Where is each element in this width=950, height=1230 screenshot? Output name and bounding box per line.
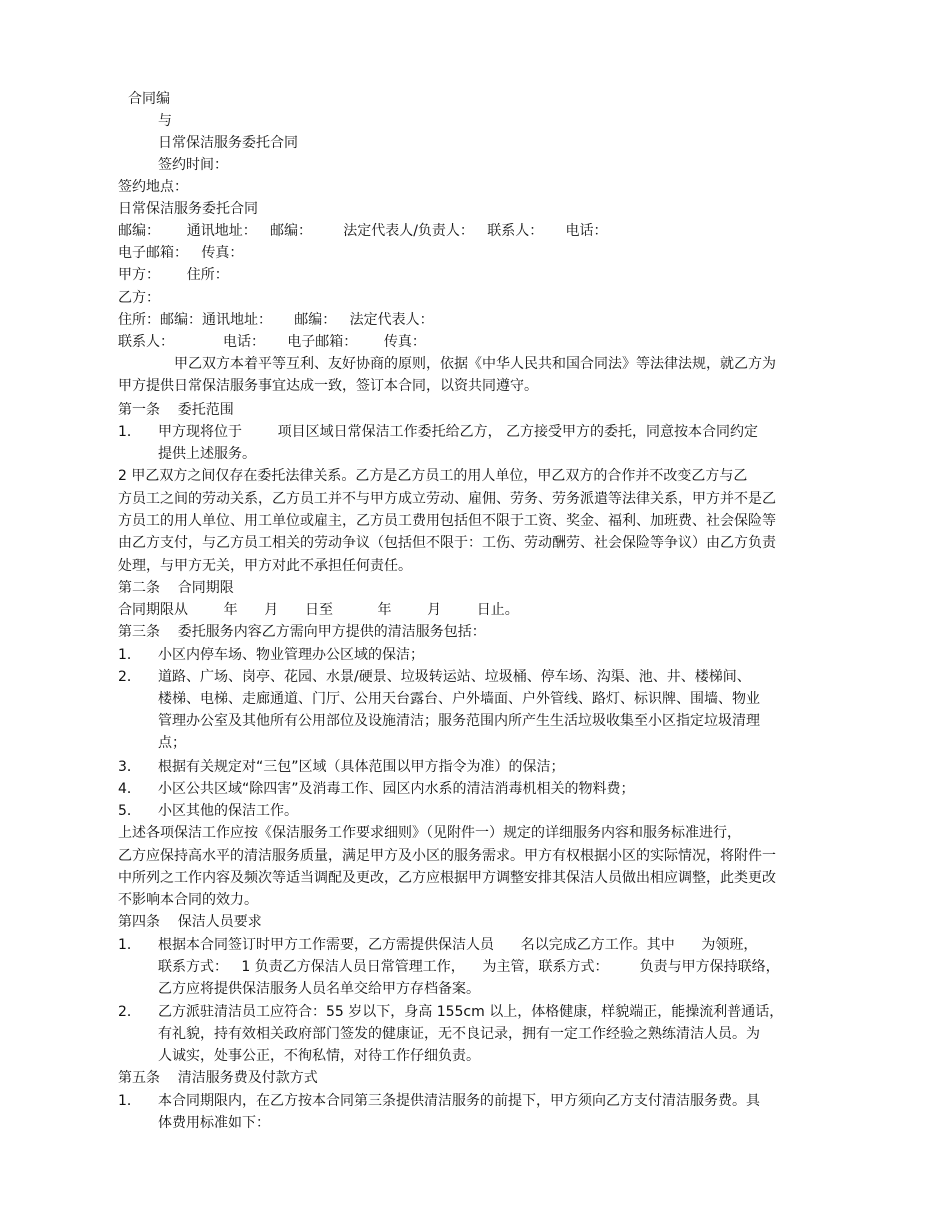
list-item-text: 提供上述服务。 xyxy=(158,446,256,462)
list-number: 4． xyxy=(118,781,141,797)
party-a-name-line: 甲方： 住所： xyxy=(118,267,229,283)
article-5-heading: 第五条 清洁服务费及付款方式 xyxy=(118,1070,318,1086)
list-item-text: 根据本合同签订时甲方工作需要，乙方需提供保洁人员 名以完成乙方工作。其中 为领班， xyxy=(158,937,758,953)
list-number: 2． xyxy=(118,669,141,685)
list-item-text: 本合同期限内，在乙方按本合同第三条提供清洁服务的前提下，甲方须向乙方支付清洁服务费。具 xyxy=(158,1093,760,1109)
list-item-text: 小区其他的保洁工作。 xyxy=(158,803,298,819)
list-item-text: 道路、广场、岗亭、花园、水景/硬景、垃圾转运站、垃圾桶、停车场、沟渠、池、井、楼梯间、 xyxy=(158,669,751,685)
paragraph-line: 不影响本合同的效力。 xyxy=(118,892,258,908)
paragraph-line: 由乙方支付，与乙方员工相关的劳动争议（包括但不限于：工伤、劳动酬劳、社会保险等争议）由乙方负责 xyxy=(118,535,776,551)
paragraph-line: 方员工的用人单位、用工单位或雇主，乙方员工费用包括但不限于工资、奖金、福利、加班费、社会保险等 xyxy=(118,513,776,529)
party-b-name-line: 乙方： xyxy=(118,290,160,306)
list-number: 2． xyxy=(118,1004,141,1020)
paragraph-line: 方员工之间的劳动关系，乙方员工并不与甲方成立劳动、雇佣、劳务、劳务派遣等法律关系，甲方并不是乙 xyxy=(118,491,776,507)
list-number: 1． xyxy=(118,424,141,440)
list-number: 1． xyxy=(118,647,141,663)
list-number: 3． xyxy=(118,759,141,775)
list-item-text: 小区内停车场、物业管理办公区域的保洁； xyxy=(158,647,424,663)
list-item-text: 体费用标准如下： xyxy=(158,1115,270,1131)
paragraph-line: 中所列之工作内容及频次等适当调配及更改，乙方应根据甲方调整安排其保洁人员做出相应调整，此类更改 xyxy=(118,870,776,886)
list-item-text: 根据有关规定对“三包”区域（具体范围以甲方指令为准）的保洁； xyxy=(158,759,565,775)
article-3-heading: 第三条 委托服务内容乙方需向甲方提供的清洁服务包括： xyxy=(118,624,486,640)
article-2-heading: 第二条 合同期限 xyxy=(118,580,234,596)
paragraph-line: 2 甲乙双方之间仅存在委托法律关系。乙方是乙方员工的用人单位，甲乙双方的合作并不改变乙方与乙 xyxy=(118,468,748,484)
contract-number-label: 合同编 xyxy=(128,91,170,107)
preamble-line: 甲方提供日常保洁服务事宜达成一致，签订本合同，以资共同遵守。 xyxy=(118,378,538,394)
list-item-text: 乙方应将提供保洁服务人员名单交给甲方存档备案。 xyxy=(158,981,480,997)
list-item-text: 联系方式： 1 负责乙方保洁人员日常管理工作， 为主管，联系方式： 负责与甲方保持联络， xyxy=(158,959,780,975)
list-item-text: 有礼貌，持有效相关政府部门签发的健康证，无不良记录，拥有一定工作经验之熟练清洁人员。为 xyxy=(158,1026,760,1042)
paragraph-line: 上述各项保洁工作应按《保洁服务工作要求细则》（见附件一）规定的详细服务内容和服务标准进行， xyxy=(118,825,741,841)
and-connector: 与 xyxy=(158,113,172,129)
list-item-text: 管理办公室及其他所有公用部位及设施清洁；服务范围内所产生生活垃圾收集至小区指定垃圾清理 xyxy=(158,713,760,729)
party-a-contact-line: 邮编： 通讯地址： 邮编： 法定代表人/负责人： 联系人： 电话： xyxy=(118,223,608,239)
list-item-text: 小区公共区域“除四害”及消毒工作、园区内水系的清洁消毒机相关的物料费； xyxy=(158,781,635,797)
list-number: 5． xyxy=(118,803,141,819)
list-item-text: 乙方派驻清洁员工应符合：55 岁以下，身高 155cm 以上，体格健康，样貌端正，能操流利普通话， xyxy=(158,1004,784,1020)
sign-time-label: 签约时间： xyxy=(158,157,228,173)
list-number: 1． xyxy=(118,1093,141,1109)
sign-place-label: 签约地点： xyxy=(118,179,188,195)
list-item-text: 楼梯、电梯、走廊通道、门厅、公用天台露台、户外墙面、户外管线、路灯、标识牌、围墙、物业 xyxy=(158,691,760,707)
contract-title: 日常保洁服务委托合同 xyxy=(158,135,298,151)
paragraph-line: 处理，与甲方无关，甲方对此不承担任何责任。 xyxy=(118,558,412,574)
list-item-text: 甲方现将位于 项目区域日常保洁工作委托给乙方， 乙方接受甲方的委托，同意按本合同约定 xyxy=(158,424,759,440)
contract-title-repeat: 日常保洁服务委托合同 xyxy=(118,201,258,217)
party-b-address-line: 住所：邮编：通讯地址： 邮编： 法定代表人： xyxy=(118,312,434,328)
list-item-text: 点； xyxy=(158,735,186,751)
party-a-email-fax-line: 电子邮箱： 传真： xyxy=(118,245,244,261)
list-number: 1． xyxy=(118,937,141,953)
article-1-heading: 第一条 委托范围 xyxy=(118,402,234,418)
list-item-text: 人诚实，处事公正，不徇私情，对待工作仔细负责。 xyxy=(158,1048,480,1064)
party-b-contact-line: 联系人： 电话： 电子邮箱： 传真： xyxy=(118,334,426,350)
paragraph-line: 乙方应保持高水平的清洁服务质量，满足甲方及小区的服务需求。甲方有权根据小区的实际情况，将附件一 xyxy=(118,848,776,864)
preamble-line: 甲乙双方本着平等互利、友好协商的原则，依据《中华人民共和国合同法》等法律法规，就乙方为 xyxy=(174,356,776,372)
article-4-heading: 第四条 保洁人员要求 xyxy=(118,914,262,930)
contract-term-line: 合同期限从 年 月 日至 年 月 日止。 xyxy=(118,602,519,618)
